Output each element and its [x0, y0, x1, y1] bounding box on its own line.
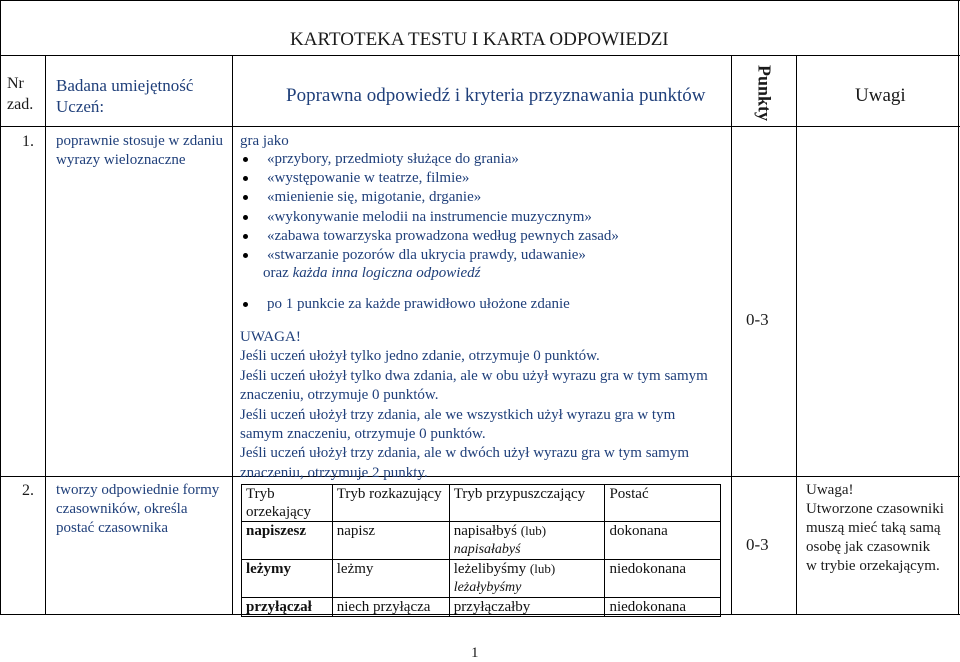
- warning-line: Jeśli uczeń ułożył trzy zdania, ale we wszystkich użył wyrazu gra w tym: [240, 406, 676, 423]
- grid-line: [0, 0, 960, 1]
- header-skill: Badana umiejętność: [56, 76, 194, 95]
- cell-conditional: przyłączałby: [449, 598, 605, 617]
- task1-also-italic: każda inna logiczna odpowiedź: [292, 265, 481, 281]
- table-row: [242, 598, 721, 617]
- cell-indicative: przyłączał: [242, 598, 333, 617]
- task2-note: w trybie orzekającym.: [806, 558, 940, 574]
- task1-meanings-list: [240, 150, 619, 265]
- cell-imperative: niech przyłącza: [332, 598, 449, 617]
- header-nr: Nr: [7, 75, 24, 92]
- column-header-indicative: Tryb orzekający: [242, 485, 333, 522]
- task2-note: Uwaga!: [806, 482, 854, 498]
- header-nr-zad: zad.: [7, 96, 34, 113]
- header-student: Uczeń:: [56, 97, 105, 116]
- warning-line: znaczeniu, otrzymuje 0 punktów.: [240, 387, 439, 404]
- table-row: [242, 560, 721, 598]
- grid-line: [0, 126, 960, 127]
- task1-skill: poprawnie stosuje w zdaniu: [56, 133, 224, 149]
- task1-skill-cont: wyrazy wieloznaczne: [56, 152, 186, 168]
- task2-note: Utworzone czasowniki: [806, 501, 944, 517]
- warning-line: Jeśli uczeń ułożył trzy zdania, ale w dwóch użył wyrazu gra w tym samym: [240, 445, 690, 462]
- list-item: «wykonywanie melodii na instrumencie muzycznym»: [240, 208, 619, 227]
- document-title: KARTOTEKA TESTU I KARTA ODPOWIEDZI: [290, 29, 669, 50]
- task2-skill: postać czasownika: [56, 520, 169, 536]
- task2-number: 2.: [22, 482, 34, 499]
- list-item: «zabawa towarzyska prowadzona według pewnych zasad»: [240, 227, 619, 246]
- verb-forms-table: [241, 484, 721, 617]
- task1-also: oraz każda inna logiczna odpowiedź: [263, 265, 481, 281]
- grid-line: [0, 0, 1, 615]
- scoring-item: po 1 punkcie za każde prawidłowo ułożone zdanie: [240, 295, 570, 314]
- warning-line: samym znaczeniu, otrzymuje 0 punktów.: [240, 425, 486, 442]
- cell-aspect: niedokonana: [605, 598, 721, 617]
- table-row: [242, 522, 721, 560]
- header-notes: Uwagi: [855, 85, 906, 106]
- task1-points: 0-3: [746, 310, 769, 329]
- list-item: «stwarzanie pozorów dla ukrycia prawdy, udawanie»: [240, 246, 619, 265]
- task2-skill: czasowników, określa: [56, 501, 188, 517]
- warning-line: Jeśli uczeń ułożył tylko dwa zdania, ale w obu użył wyrazu gra w tym samym: [240, 367, 708, 384]
- list-item: «mienienie się, migotanie, drganie»: [240, 188, 619, 207]
- list-item: «występowanie w teatrze, filmie»: [240, 169, 619, 188]
- header-answer: Poprawna odpowiedź i kryteria przyznawania punktów: [286, 85, 706, 106]
- grid-line: [958, 0, 959, 615]
- cell-conditional: napisałbyś (lub) napisałabyś: [449, 522, 605, 560]
- list-item: «przybory, przedmioty służące do grania»: [240, 150, 619, 169]
- grid-line: [0, 55, 960, 56]
- cell-conditional: leżelibyśmy (lub) leżałybyśmy: [449, 560, 605, 598]
- task1-scoring-list: [240, 295, 570, 314]
- cell-imperative: napisz: [332, 522, 449, 560]
- task2-note: muszą mieć taką samą: [806, 520, 941, 536]
- column-header-aspect: Postać: [605, 485, 721, 522]
- warning-line: Jeśli uczeń ułożył tylko jedno zdanie, otrzymuje 0 punktów.: [240, 348, 600, 365]
- grid-line: [731, 55, 732, 615]
- cell-aspect: dokonana: [605, 522, 721, 560]
- warning-line: znaczeniu, otrzymuje 2 punkty.: [240, 464, 428, 481]
- task1-intro: gra jako: [240, 133, 289, 149]
- warning-line: UWAGA!: [240, 329, 301, 345]
- column-header-conditional: Tryb przypuszczający: [449, 485, 605, 522]
- grid-line: [232, 55, 233, 615]
- cell-imperative: leżmy: [332, 560, 449, 598]
- grid-line: [45, 55, 46, 615]
- header-points: Punkty: [754, 64, 775, 122]
- task1-warning: [240, 328, 708, 483]
- grid-line: [796, 55, 797, 615]
- cell-indicative: napiszesz: [242, 522, 333, 560]
- page-number: 1: [471, 645, 479, 661]
- task2-skill: tworzy odpowiednie formy: [56, 482, 220, 498]
- column-header-imperative: Tryb rozkazujący: [332, 485, 449, 522]
- cell-indicative: leżymy: [242, 560, 333, 598]
- task2-points: 0-3: [746, 535, 769, 554]
- cell-aspect: niedokonana: [605, 560, 721, 598]
- task2-note: osobę jak czasownik: [806, 539, 931, 555]
- task1-number: 1.: [22, 133, 34, 150]
- table-header-row: [242, 485, 721, 522]
